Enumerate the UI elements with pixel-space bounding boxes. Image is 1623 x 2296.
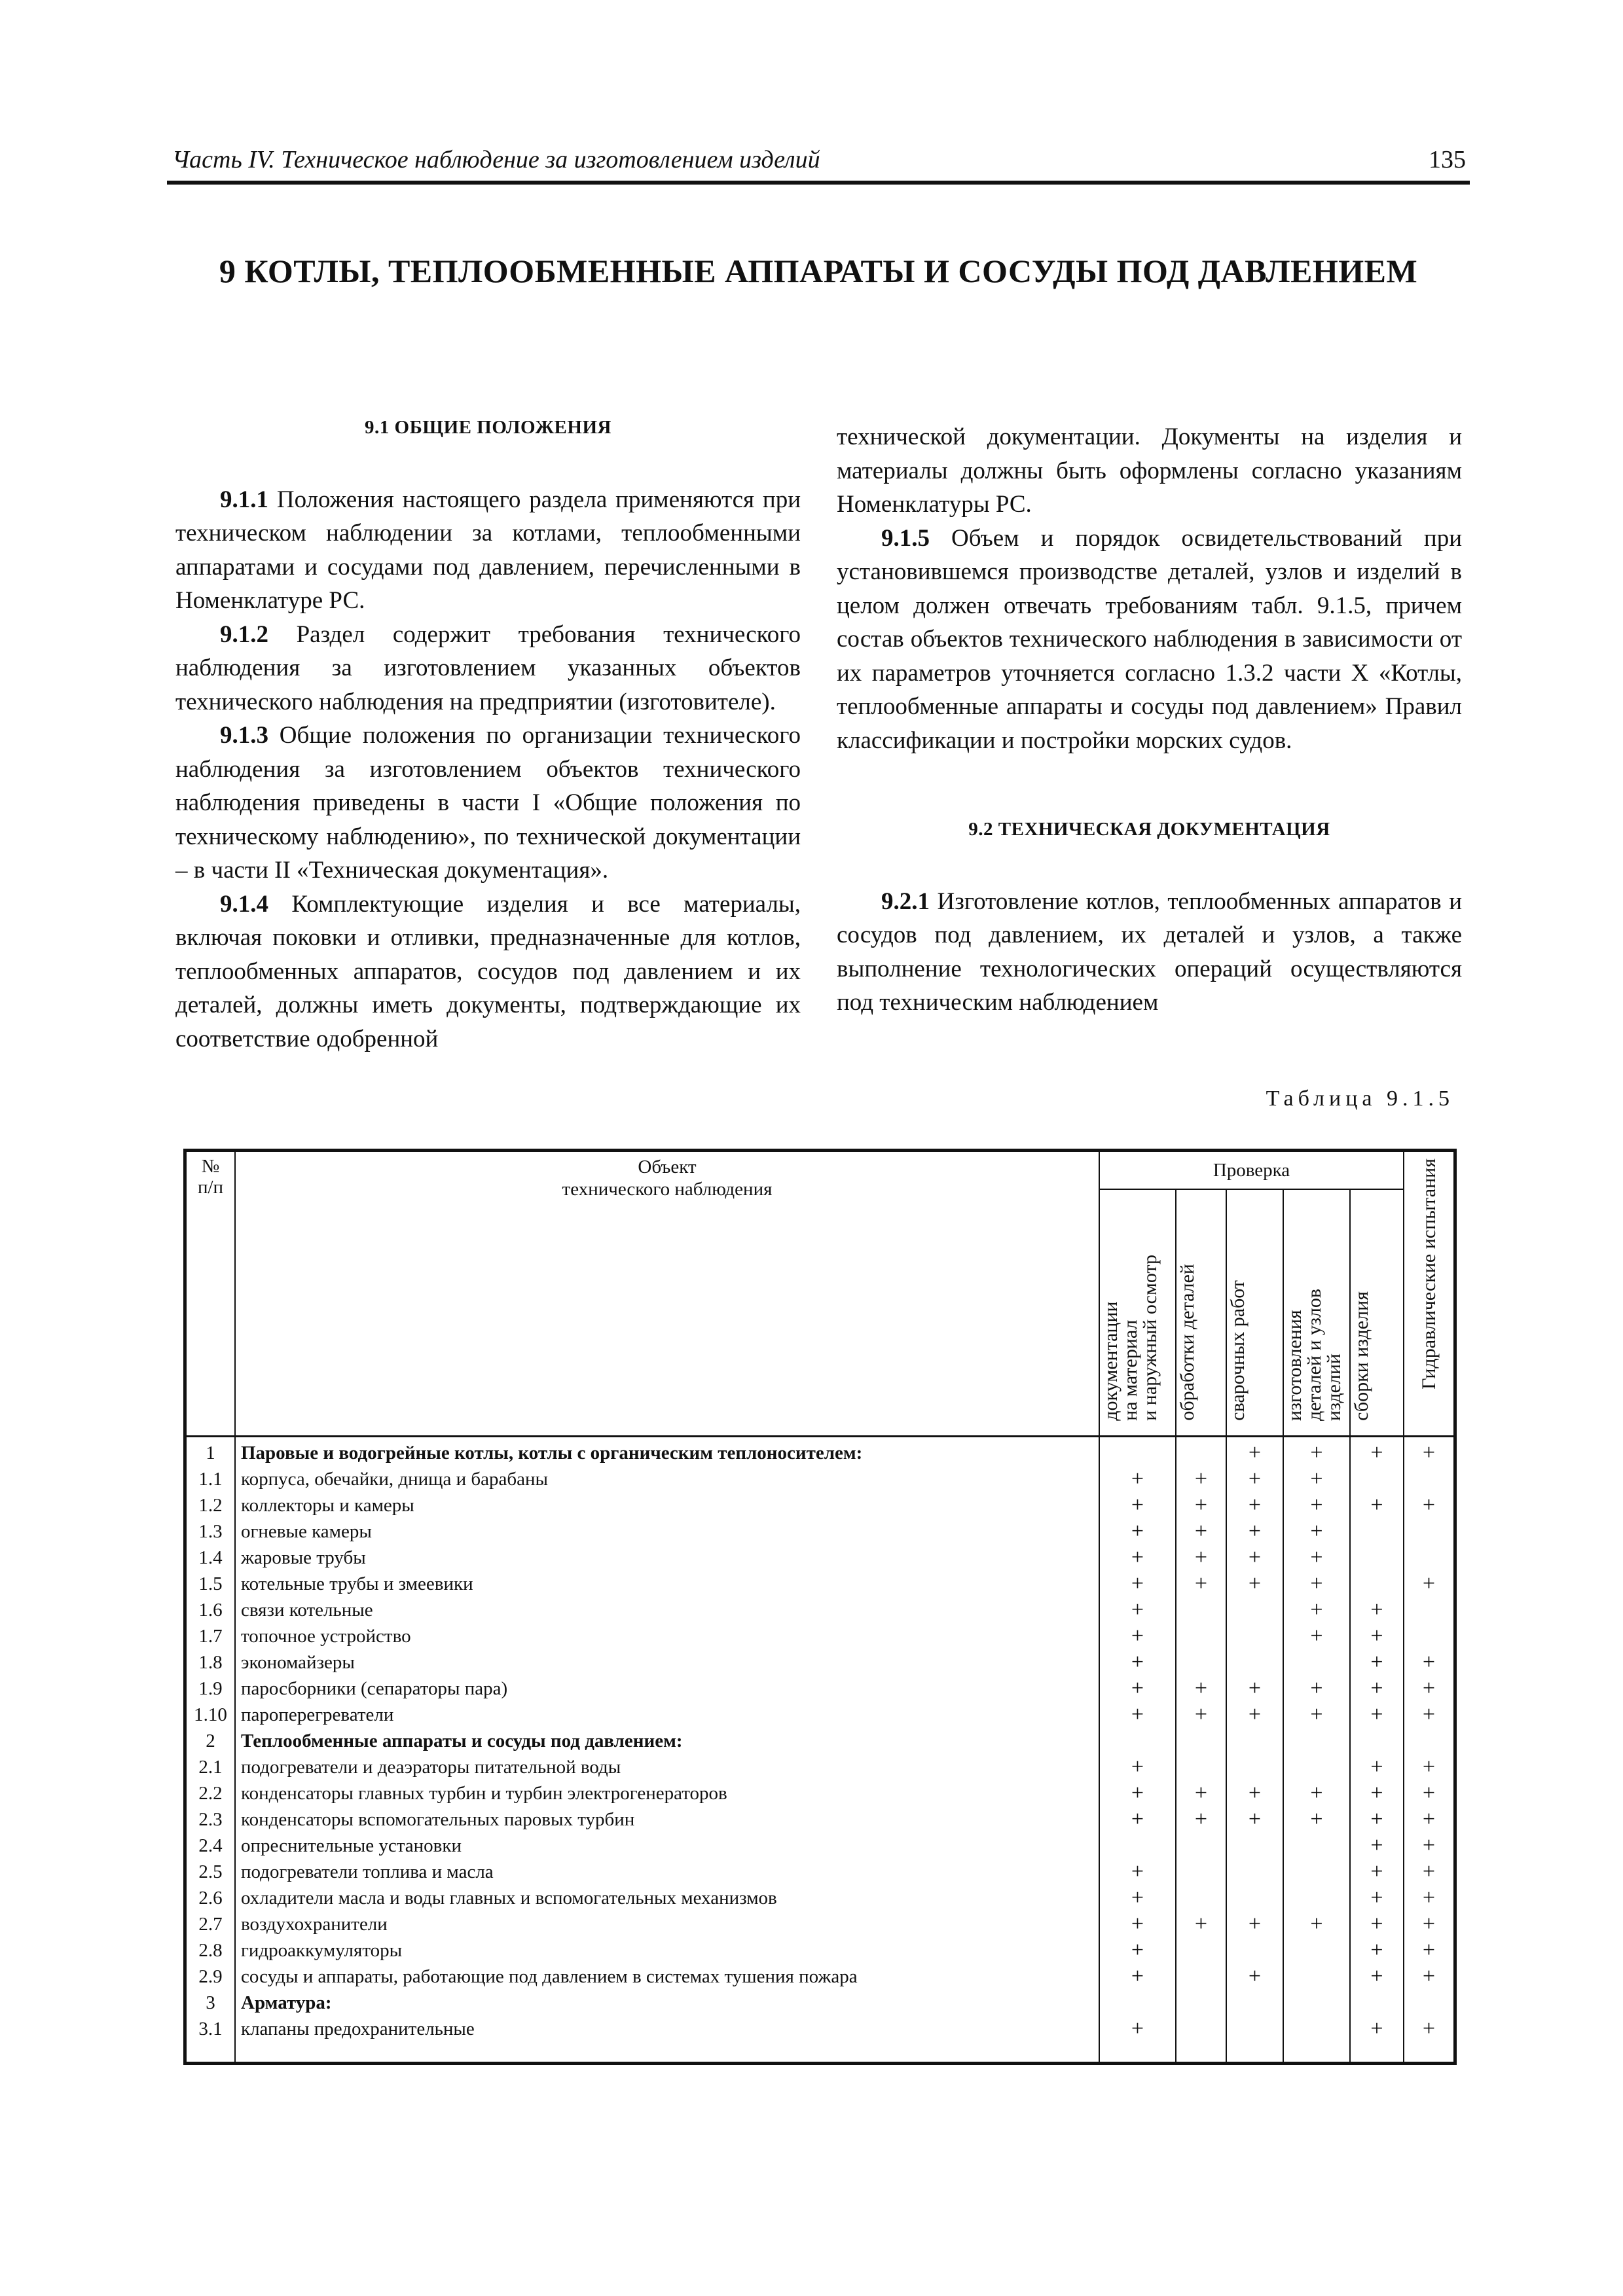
table-row — [185, 1885, 1455, 1911]
mark-documentation: + — [1099, 1466, 1176, 1492]
table-row — [185, 1492, 1455, 1518]
mark-assembly: + — [1350, 1937, 1404, 1964]
mark-hydraulic: + — [1404, 1911, 1455, 1937]
mark-assembly: + — [1350, 1859, 1404, 1885]
header-check-group: Проверка — [1099, 1151, 1404, 1190]
table-caption: Таблица 9.1.5 — [1266, 1086, 1454, 1111]
section-heading-9-1: 9.1 ОБЩИЕ ПОЛОЖЕНИЯ — [365, 417, 611, 438]
table-row — [185, 1806, 1455, 1833]
mark-welding — [1226, 1833, 1283, 1859]
mark-assembly — [1350, 1518, 1404, 1545]
mark-assembly — [1350, 1571, 1404, 1597]
row-object: коллекторы и камеры — [235, 1492, 1099, 1518]
table-row — [185, 1545, 1455, 1571]
table-row — [185, 1964, 1455, 1990]
row-number: 2.6 — [185, 1885, 236, 1911]
row-object: Арматура: — [235, 1990, 1099, 2016]
row-object: воздухохранители — [235, 1911, 1099, 1937]
mark-manufacture — [1283, 1833, 1350, 1859]
mark-assembly: + — [1350, 1964, 1404, 1990]
table-row — [185, 1754, 1455, 1780]
header-number — [185, 1151, 236, 1437]
paragraph-text: Комплектующие изделия и все материалы, включая поковки и отливки, предназначенные для котлов, теплообменных аппаратов, сосудов под давлением и их деталей, должны иметь документы, подтверждающие их соответствие одобренной — [175, 890, 801, 1052]
table-row — [185, 1649, 1455, 1676]
mark-manufacture: + — [1283, 1492, 1350, 1518]
mark-machining — [1176, 1833, 1226, 1859]
row-object: опреснительные установки — [235, 1833, 1099, 1859]
mark-hydraulic: + — [1404, 1492, 1455, 1518]
mark-welding — [1226, 1859, 1283, 1885]
mark-manufacture: + — [1283, 1780, 1350, 1806]
mark-welding — [1226, 2016, 1283, 2064]
mark-machining: + — [1176, 1545, 1226, 1571]
mark-manufacture: + — [1283, 1545, 1350, 1571]
running-title: Часть IV. Техническое наблюдение за изготовлением изделий — [172, 146, 820, 173]
row-number: 1.3 — [185, 1518, 236, 1545]
mark-documentation: + — [1099, 1571, 1176, 1597]
table-row — [185, 1859, 1455, 1885]
mark-documentation: + — [1099, 1649, 1176, 1676]
left-column — [175, 406, 801, 1056]
mark-welding — [1226, 1754, 1283, 1780]
mark-welding: + — [1226, 1702, 1283, 1728]
mark-documentation: + — [1099, 1545, 1176, 1571]
mark-assembly: + — [1350, 1676, 1404, 1702]
mark-assembly — [1350, 1990, 1404, 2016]
mark-documentation — [1099, 1728, 1176, 1754]
mark-hydraulic: + — [1404, 1859, 1455, 1885]
header-machining-text: обработки деталей — [1176, 1264, 1198, 1421]
table-row — [185, 1911, 1455, 1937]
mark-hydraulic: + — [1404, 1833, 1455, 1859]
row-number: 1.10 — [185, 1702, 236, 1728]
mark-hydraulic: + — [1404, 1437, 1455, 1467]
mark-documentation: + — [1099, 1937, 1176, 1964]
paragraph-text: Объем и порядок освидетельствований при установившемся производстве деталей, узлов и изделий в целом должен отвечать требованиям табл. 9.1.5, причем состав объектов технического наблюдения в зависимости от их параметров уточняется согласно 1.3.2 части X «Котлы, теплообменные аппараты и сосуды под давлением» Правил классификации и постройки морских судов. — [837, 524, 1462, 754]
mark-hydraulic — [1404, 1545, 1455, 1571]
row-number: 2.7 — [185, 1911, 236, 1937]
mark-welding — [1226, 1649, 1283, 1676]
mark-documentation: + — [1099, 1780, 1176, 1806]
row-number: 1.2 — [185, 1492, 236, 1518]
mark-documentation: + — [1099, 1964, 1176, 1990]
mark-assembly — [1350, 1728, 1404, 1754]
header-assembly — [1350, 1189, 1404, 1437]
row-object: жаровые трубы — [235, 1545, 1099, 1571]
mark-hydraulic: + — [1404, 1649, 1455, 1676]
clause-number: 9.1.3 — [220, 722, 268, 749]
mark-welding: + — [1226, 1676, 1283, 1702]
mark-hydraulic — [1404, 1597, 1455, 1623]
row-number: 1.8 — [185, 1649, 236, 1676]
row-object: охладители масла и воды главных и вспомогательных механизмов — [235, 1885, 1099, 1911]
header-documentation-text: документации на материал и наружный осмотр — [1100, 1255, 1161, 1421]
row-object: Паровые и водогрейные котлы, котлы с органическим теплоносителем: — [235, 1437, 1099, 1467]
paragraph-text: Раздел содержит требования технического наблюдения за изготовлением указанных объектов технического наблюдения на предприятии (изготовителе). — [175, 620, 801, 715]
row-number: 1.7 — [185, 1623, 236, 1649]
mark-assembly: + — [1350, 1492, 1404, 1518]
table-row — [185, 1676, 1455, 1702]
row-number: 1.1 — [185, 1466, 236, 1492]
mark-welding: + — [1226, 1466, 1283, 1492]
mark-welding — [1226, 1597, 1283, 1623]
table-row — [185, 1466, 1455, 1492]
mark-manufacture: + — [1283, 1702, 1350, 1728]
mark-manufacture: + — [1283, 1466, 1350, 1492]
table-body — [185, 1437, 1455, 2064]
clause-number: 9.1.2 — [220, 620, 268, 648]
mark-machining — [1176, 1623, 1226, 1649]
row-object: сосуды и аппараты, работающие под давлением в системах тушения пожара — [235, 1964, 1099, 1990]
row-number: 1.9 — [185, 1676, 236, 1702]
paragraph-text: Положения настоящего раздела применяются при техническом наблюдении за котлами, теплообменными аппаратами и сосудами под давлением, перечисленными в Номенклатуре РС. — [175, 486, 801, 614]
table-row — [185, 2016, 1455, 2064]
mark-welding — [1226, 1885, 1283, 1911]
mark-assembly: + — [1350, 1754, 1404, 1780]
mark-manufacture: + — [1283, 1806, 1350, 1833]
mark-hydraulic: + — [1404, 1806, 1455, 1833]
clause-number: 9.1.5 — [881, 524, 930, 552]
row-object: клапаны предохранительные — [235, 2016, 1099, 2064]
mark-documentation: + — [1099, 1597, 1176, 1623]
mark-welding: + — [1226, 1911, 1283, 1937]
mark-manufacture: + — [1283, 1571, 1350, 1597]
section-heading-9-2: 9.2 ТЕХНИЧЕСКАЯ ДОКУМЕНТАЦИЯ — [968, 819, 1330, 840]
header-number-text: № п/п — [197, 1156, 224, 1198]
header-assembly-text: сборки изделия — [1351, 1291, 1372, 1421]
mark-documentation: + — [1099, 1676, 1176, 1702]
mark-welding: + — [1226, 1780, 1283, 1806]
mark-assembly: + — [1350, 1649, 1404, 1676]
mark-assembly: + — [1350, 1623, 1404, 1649]
mark-documentation: + — [1099, 1911, 1176, 1937]
mark-welding: + — [1226, 1571, 1283, 1597]
mark-machining: + — [1176, 1492, 1226, 1518]
paragraph-9-2-1 — [837, 885, 1462, 1020]
row-number: 2.4 — [185, 1833, 236, 1859]
row-number: 2.8 — [185, 1937, 236, 1964]
mark-machining: + — [1176, 1518, 1226, 1545]
mark-documentation: + — [1099, 1754, 1176, 1780]
mark-documentation — [1099, 1990, 1176, 2016]
header-welding — [1226, 1189, 1283, 1437]
right-column — [837, 420, 1462, 1020]
row-object: котельные трубы и змеевики — [235, 1571, 1099, 1597]
mark-machining — [1176, 1728, 1226, 1754]
mark-machining: + — [1176, 1911, 1226, 1937]
mark-machining — [1176, 1437, 1226, 1467]
mark-manufacture — [1283, 1964, 1350, 1990]
mark-welding: + — [1226, 1806, 1283, 1833]
mark-welding: + — [1226, 1545, 1283, 1571]
mark-hydraulic: + — [1404, 1702, 1455, 1728]
table-row — [185, 1437, 1455, 1467]
header-manufacture-text: изготовления деталей и узлов изделий — [1284, 1288, 1345, 1421]
table-row — [185, 1990, 1455, 2016]
row-object: огневые камеры — [235, 1518, 1099, 1545]
mark-documentation: + — [1099, 2016, 1176, 2064]
mark-documentation: + — [1099, 1702, 1176, 1728]
page-number: 135 — [1429, 146, 1466, 173]
mark-machining: + — [1176, 1702, 1226, 1728]
row-object: пароперегреватели — [235, 1702, 1099, 1728]
mark-machining: + — [1176, 1806, 1226, 1833]
row-number: 2 — [185, 1728, 236, 1754]
row-object: конденсаторы вспомогательных паровых турбин — [235, 1806, 1099, 1833]
mark-hydraulic — [1404, 1466, 1455, 1492]
mark-documentation: + — [1099, 1518, 1176, 1545]
header-object-text: Объект технического наблюдения — [562, 1157, 773, 1200]
table-row — [185, 1780, 1455, 1806]
row-number: 3 — [185, 1990, 236, 2016]
mark-documentation: + — [1099, 1492, 1176, 1518]
mark-documentation — [1099, 1833, 1176, 1859]
chapter-title: 9 КОТЛЫ, ТЕПЛООБМЕННЫЕ АППАРАТЫ И СОСУДЫ ПОД ДАВЛЕНИЕМ — [219, 253, 1418, 289]
mark-manufacture: + — [1283, 1597, 1350, 1623]
mark-machining: + — [1176, 1571, 1226, 1597]
mark-hydraulic: + — [1404, 1937, 1455, 1964]
header-hydraulic — [1404, 1151, 1455, 1437]
row-number: 2.2 — [185, 1780, 236, 1806]
mark-manufacture: + — [1283, 1437, 1350, 1467]
row-object: конденсаторы главных турбин и турбин электрогенераторов — [235, 1780, 1099, 1806]
table-row — [185, 1518, 1455, 1545]
row-object: связи котельные — [235, 1597, 1099, 1623]
table-row — [185, 1833, 1455, 1859]
table-row — [185, 1623, 1455, 1649]
row-number: 2.1 — [185, 1754, 236, 1780]
table-row — [185, 1937, 1455, 1964]
mark-assembly: + — [1350, 1437, 1404, 1467]
row-object: подогреватели и деаэраторы питательной воды — [235, 1754, 1099, 1780]
mark-machining: + — [1176, 1466, 1226, 1492]
mark-machining — [1176, 1964, 1226, 1990]
mark-assembly: + — [1350, 1597, 1404, 1623]
mark-welding — [1226, 1623, 1283, 1649]
table-row — [185, 1571, 1455, 1597]
header-machining — [1176, 1189, 1226, 1437]
table-row — [185, 1702, 1455, 1728]
mark-welding: + — [1226, 1437, 1283, 1467]
mark-assembly: + — [1350, 1911, 1404, 1937]
mark-assembly: + — [1350, 1806, 1404, 1833]
mark-welding — [1226, 1728, 1283, 1754]
mark-assembly: + — [1350, 1885, 1404, 1911]
mark-manufacture — [1283, 1990, 1350, 2016]
row-number: 1.4 — [185, 1545, 236, 1571]
mark-manufacture — [1283, 2016, 1350, 2064]
mark-welding: + — [1226, 1492, 1283, 1518]
row-number: 2.9 — [185, 1964, 236, 1990]
mark-manufacture: + — [1283, 1518, 1350, 1545]
mark-machining: + — [1176, 1676, 1226, 1702]
header-documentation — [1099, 1189, 1176, 1437]
row-object: экономайзеры — [235, 1649, 1099, 1676]
row-object: подогреватели топлива и масла — [235, 1859, 1099, 1885]
row-number: 2.3 — [185, 1806, 236, 1833]
mark-assembly — [1350, 1545, 1404, 1571]
row-object: паросборники (сепараторы пара) — [235, 1676, 1099, 1702]
mark-assembly — [1350, 1466, 1404, 1492]
paragraph-9-1-5 — [837, 522, 1462, 758]
mark-assembly: + — [1350, 2016, 1404, 2064]
paragraph-9-1-3 — [175, 719, 801, 888]
mark-hydraulic: + — [1404, 1754, 1455, 1780]
mark-machining — [1176, 1885, 1226, 1911]
mark-manufacture: + — [1283, 1623, 1350, 1649]
header-welding-text: сварочных работ — [1227, 1280, 1249, 1421]
mark-hydraulic — [1404, 1728, 1455, 1754]
mark-hydraulic — [1404, 1623, 1455, 1649]
mark-welding: + — [1226, 1964, 1283, 1990]
header-object — [235, 1151, 1099, 1437]
row-object: гидроаккумуляторы — [235, 1937, 1099, 1964]
paragraph-9-1-4 — [175, 888, 801, 1056]
mark-machining — [1176, 1859, 1226, 1885]
mark-assembly: + — [1350, 1780, 1404, 1806]
mark-welding — [1226, 1990, 1283, 2016]
mark-machining — [1176, 1649, 1226, 1676]
header-hydraulic-text: Гидравлические испытания — [1417, 1158, 1440, 1390]
paragraph-9-1-1 — [175, 483, 801, 618]
mark-manufacture — [1283, 1937, 1350, 1964]
clause-number: 9.1.4 — [220, 890, 268, 918]
mark-documentation: + — [1099, 1806, 1176, 1833]
mark-machining — [1176, 2016, 1226, 2064]
mark-hydraulic: + — [1404, 1964, 1455, 1990]
paragraph-9-1-4-continued: технической документации. Документы на изделия и материалы должны быть оформлены согласно указаниям Номенклатуры РС. — [837, 423, 1462, 518]
mark-hydraulic — [1404, 1518, 1455, 1545]
clause-number: 9.1.1 — [220, 486, 268, 513]
row-number: 2.5 — [185, 1859, 236, 1885]
mark-hydraulic: + — [1404, 2016, 1455, 2064]
mark-documentation: + — [1099, 1623, 1176, 1649]
row-number: 3.1 — [185, 2016, 236, 2064]
mark-hydraulic — [1404, 1990, 1455, 2016]
paragraph-9-1-2 — [175, 618, 801, 719]
header-manufacture — [1283, 1189, 1350, 1437]
table-row — [185, 1597, 1455, 1623]
mark-machining — [1176, 1754, 1226, 1780]
clause-number: 9.2.1 — [881, 888, 930, 915]
mark-machining — [1176, 1597, 1226, 1623]
mark-welding: + — [1226, 1518, 1283, 1545]
mark-welding — [1226, 1937, 1283, 1964]
row-object: топочное устройство — [235, 1623, 1099, 1649]
mark-machining: + — [1176, 1780, 1226, 1806]
mark-hydraulic: + — [1404, 1571, 1455, 1597]
mark-manufacture — [1283, 1728, 1350, 1754]
mark-documentation: + — [1099, 1859, 1176, 1885]
row-number: 1.6 — [185, 1597, 236, 1623]
row-number: 1 — [185, 1437, 236, 1467]
inspection-table — [183, 1149, 1457, 2065]
mark-hydraulic: + — [1404, 1780, 1455, 1806]
mark-documentation — [1099, 1437, 1176, 1467]
mark-documentation: + — [1099, 1885, 1176, 1911]
running-header — [167, 145, 1470, 185]
row-object: корпуса, обечайки, днища и барабаны — [235, 1466, 1099, 1492]
mark-manufacture — [1283, 1859, 1350, 1885]
mark-hydraulic: + — [1404, 1885, 1455, 1911]
mark-machining — [1176, 1990, 1226, 2016]
mark-machining — [1176, 1937, 1226, 1964]
table-row — [185, 1728, 1455, 1754]
mark-manufacture: + — [1283, 1911, 1350, 1937]
mark-assembly: + — [1350, 1833, 1404, 1859]
row-number: 1.5 — [185, 1571, 236, 1597]
mark-manufacture — [1283, 1885, 1350, 1911]
mark-manufacture — [1283, 1649, 1350, 1676]
mark-manufacture: + — [1283, 1676, 1350, 1702]
mark-hydraulic: + — [1404, 1676, 1455, 1702]
paragraph-text: Общие положения по организации технического наблюдения за изготовлением объектов технического наблюдения приведены в части I «Общие положения по техническому наблюдению», по технической документации – в части II «Техническая документация». — [175, 722, 801, 884]
mark-manufacture — [1283, 1754, 1350, 1780]
paragraph-text: Изготовление котлов, теплообменных аппаратов и сосудов под давлением, их деталей и узлов, а также выполнение технологических операций осуществляются под техническим наблюдением — [837, 888, 1462, 1016]
row-object: Теплообменные аппараты и сосуды под давлением: — [235, 1728, 1099, 1754]
mark-assembly: + — [1350, 1702, 1404, 1728]
